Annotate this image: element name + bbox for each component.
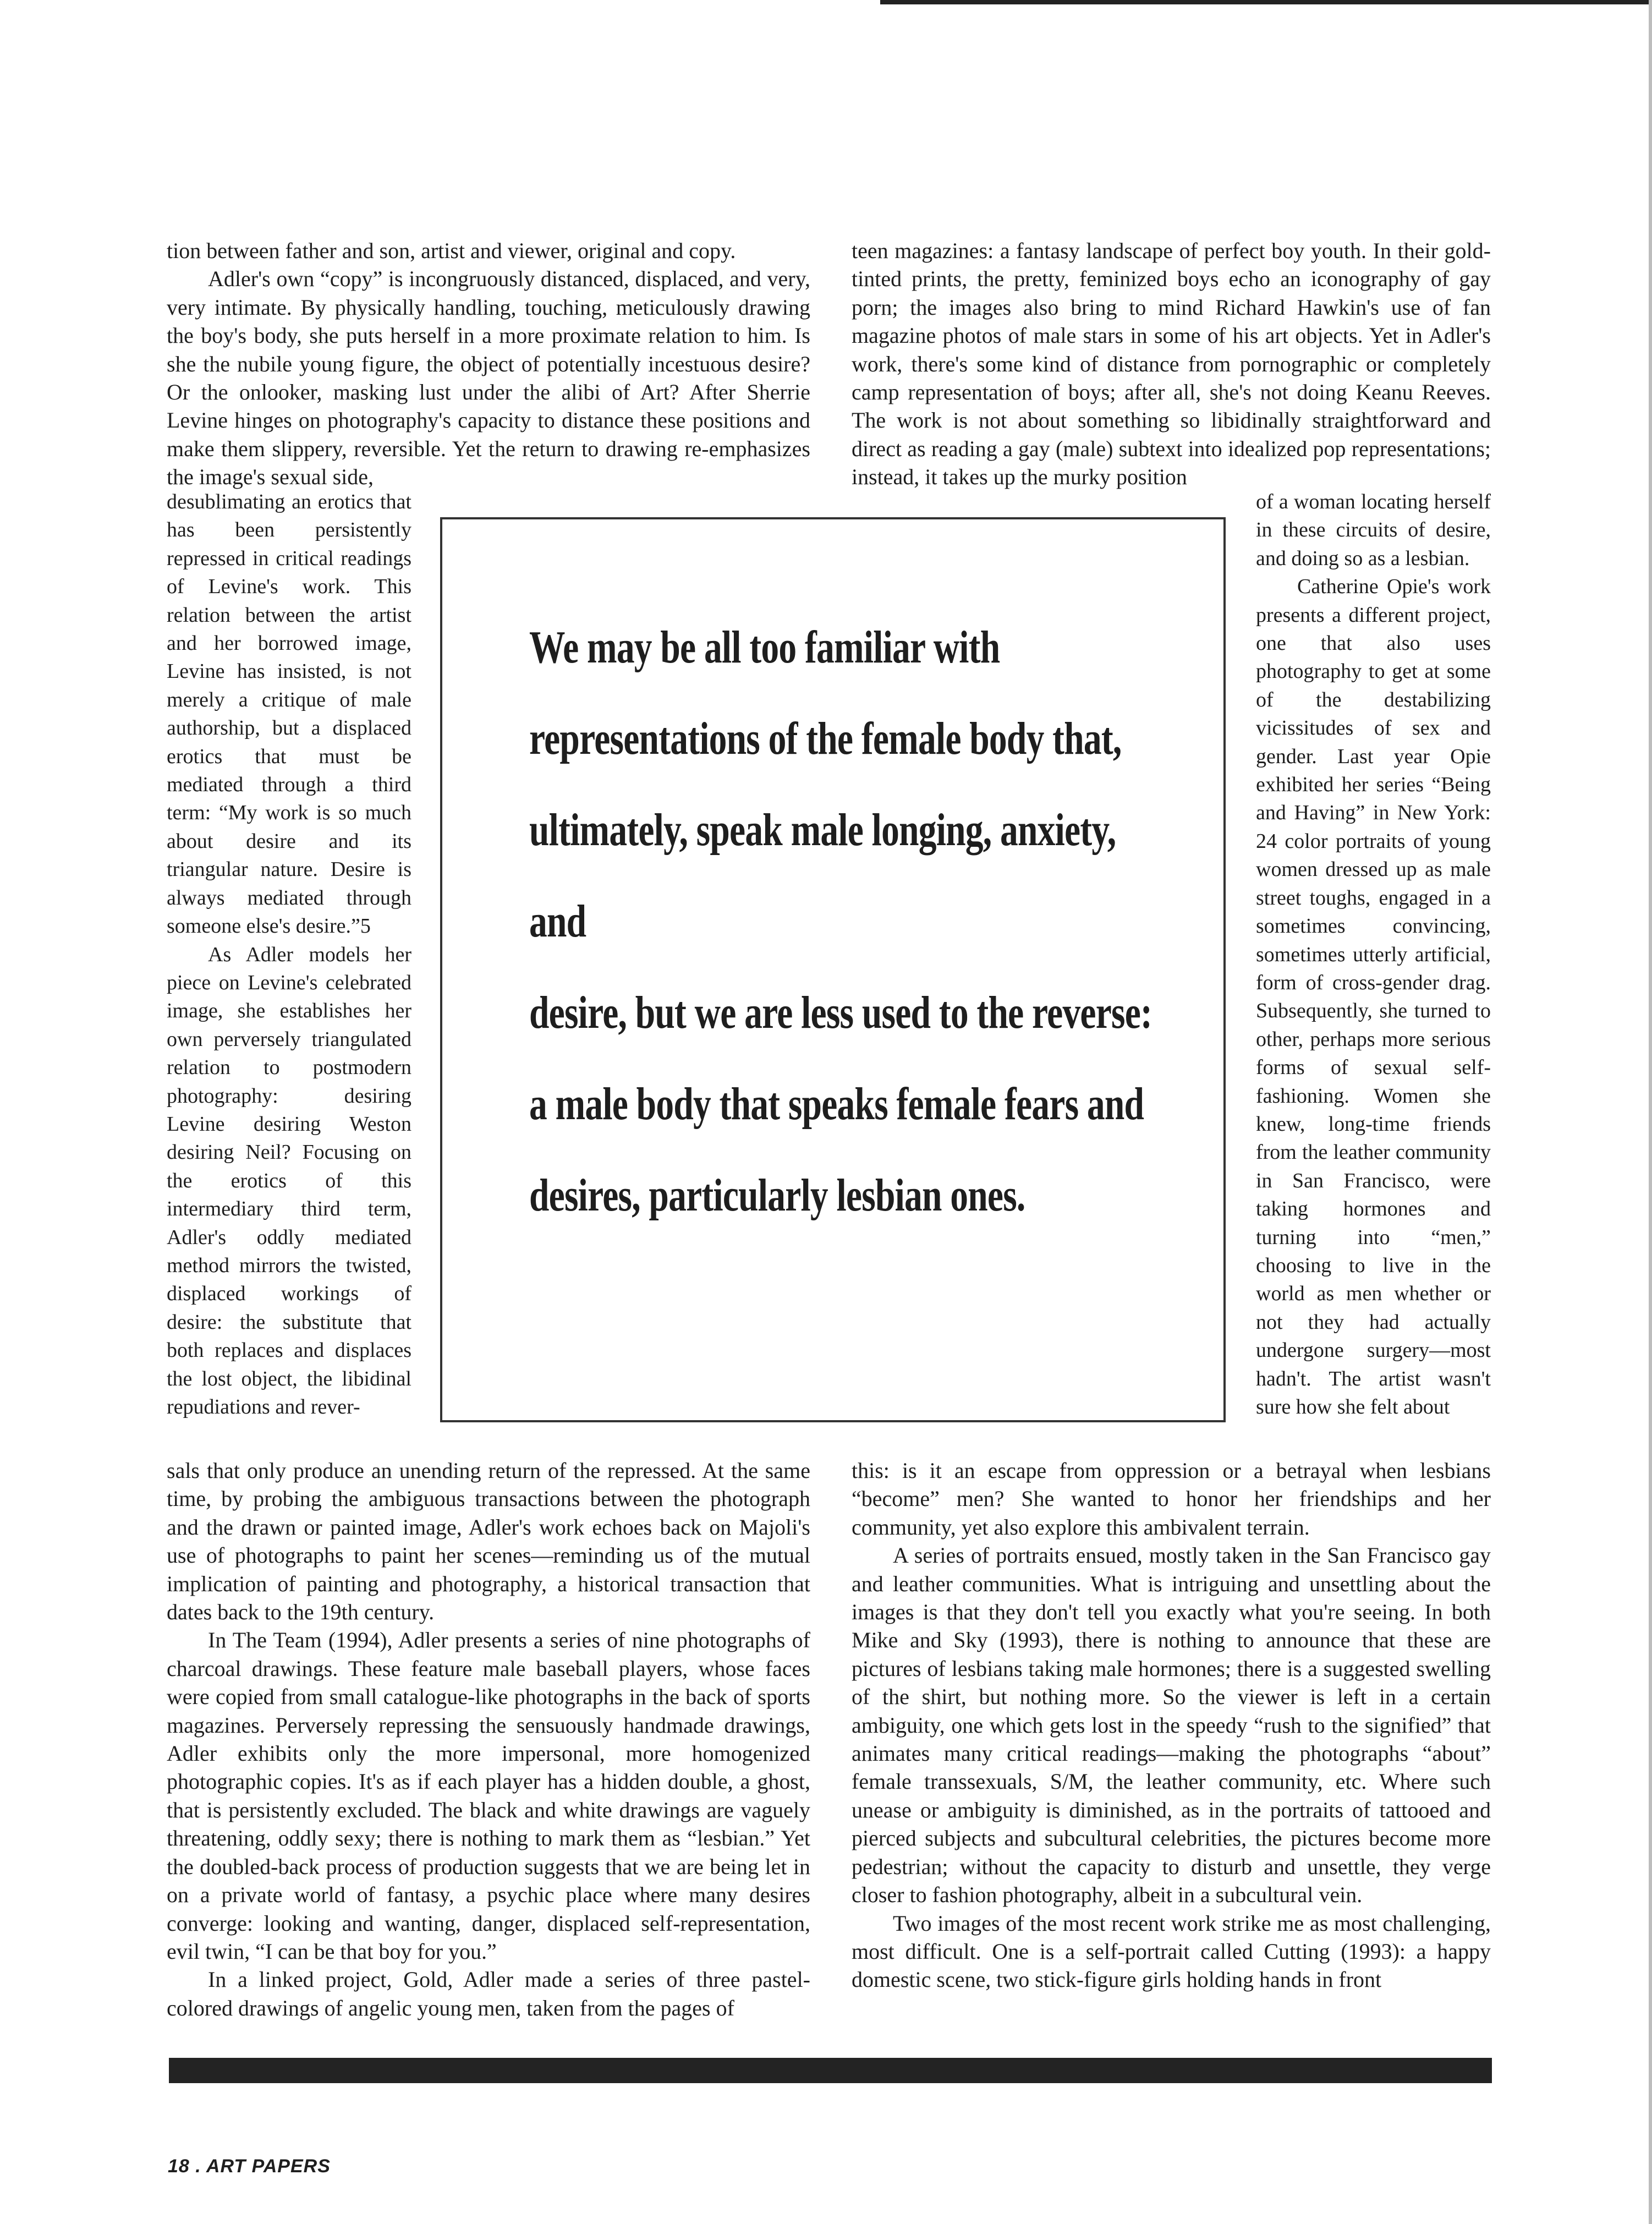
paragraph: Adler's own “copy” is incongruously distanced, displaced, and very, very intimate. By physically handling, touching, meticulously drawing the boy's body, she puts herself in a more proximate relation to him. Is she the nubile young figure, the object of potentially incestuous desire? Or the onlooker, masking lust under the alibi of Art? After Sherrie Levine hinges on photography's capacity to distance these positions and make them slippery, reversible. Yet the return to drawing re-emphasizes the image's sexual side, [167, 266, 816, 490]
column-right-top [852, 237, 1496, 491]
paragraph: teen magazines: a fantasy landscape of perfect boy youth. In their gold-tinted prints, the pretty, feminized boys echo an iconography of gay porn; the images also bring to mind Richard Hawkin's use of fan magazine photos of male stars in some of his art objects. Yet in Adler's work, there's some kind of distance from pornographic or completely camp representation of boys; after all, she's not doing Keanu Reeves. The work is not about something so libidinally straightforward and direct as reading a gay (male) subtext into idealized pop representations; instead, it takes up the murky position [852, 238, 1496, 490]
paragraph: A series of portraits ensued, mostly taken in the San Francisco gay and leather communities. What is intriguing and unsettling about the images is that they don't tell you exactly what you're seeing. In both Mike and Sky (1993), there is nothing to announce that these are pictures of lesbians taking male hormones; there is a suggested swelling of the shirt, but nothing more. So the viewer is left in a certain ambiguity, one which gets lost in the speedy “rush to the signified” that animates many critical readings—making the photographs “about” female transsexuals, S/M, the leather community, etc. Where such unease or ambiguity is diminished, as in the portraits of tattooed and pierced subjects and subcultural celebrities, the pictures become more pedestrian; without the capacity to disturb and unsettle, they verge closer to fashion photography, albeit in a subcultural vein. [852, 1543, 1496, 1908]
pull-quote-line: a male body that speaks female fears and [529, 1078, 1144, 1130]
paragraph: In The Team (1994), Adler presents a series of nine photographs of charcoal drawings. These feature male baseball players, whose faces were copied from small catalogue-like photographs in the back of sports magazines. Perversely repressing the sensuously handmade drawings, Adler exhibits only the more impersonal, more homogenized photographic copies. It's as if each player has a hidden double, a ghost, that is persistently excluded. The black and white drawings are vaguely threatening, oddly sexy; there is nothing to mark them as “lesbian.” Yet the doubled-back process of production suggests that we are being let in on a private world of fantasy, a psychic place where many desires converge: looking and wanting, danger, displaced self-representation, evil twin, “I can be that boy for you.” [167, 1628, 816, 1964]
column-right-bottom [852, 1456, 1496, 1994]
paragraph: Catherine Opie's work presents a different project, one that also uses photography to get at some of the destabilizing vicissitudes of sex and gender. Last year Opie exhibited her series “Being and Having” in New York: 24 color portraits of young women dressed up as male street toughs, engaged in a sometimes convincing, sometimes utterly artificial, form of cross-gender drag. Subsequently, she turned to other, perhaps more serious forms of sexual self-fashioning. Women she knew, long-time friends from the leather community in San Francisco, were taking hormones and turning into “men,” choosing to live in the world as men whether or not they had actually undergone surgery—most hadn't. The artist wasn't sure how she felt about [1256, 575, 1496, 1418]
paragraph: tion between father and son, artist and viewer, original and copy. [167, 238, 736, 263]
pull-quote [529, 602, 1173, 1241]
footer-rule [169, 2058, 1492, 2083]
column-right-narrow [1256, 488, 1496, 1421]
page-edge [1649, 0, 1652, 2224]
pull-quote-line: We may be all too familiar with [529, 622, 1000, 673]
pull-quote-box [440, 517, 1226, 1422]
column-left-top [167, 237, 816, 491]
paragraph: this: is it an escape from oppression or a betrayal when lesbians “become” men? She wanted to honor her friendships and her community, yet also explore this ambivalent terrain. [852, 1458, 1496, 1540]
paragraph: of a woman locating herself in these circuits of desire, and doing so as a lesbian. [1256, 490, 1496, 570]
column-left-bottom [167, 1456, 816, 2022]
paragraph: As Adler models her piece on Levine's celebrated image, she establishes her own perversely triangulated relation to postmodern photography: desiring Levine desiring Weston desiring Neil? Focusing on the erotics of this intermediary third term, Adler's oddly mediated method mirrors the twisted, displaced workings of desire: the substitute that both replaces and displaces the lost object, the libidinal repudiations and rever- [167, 943, 417, 1418]
paragraph: In a linked project, Gold, Adler made a series of three pastel-colored drawings of angelic young men, taken from the pages of [167, 1967, 810, 2020]
pull-quote-line: desire, but we are less used to the reverse: [529, 987, 1152, 1038]
paragraph: sals that only produce an unending return of the repressed. At the same time, by probing the ambiguous transactions between the photograph and the drawn or painted image, Adler's work echoes back on Majoli's use of photographs to paint her scenes—reminding us of the mutual implication of painting and photography, a historical transaction that dates back to the 19th century. [167, 1458, 816, 1625]
pull-quote-line: ultimately, speak male longing, anxiety, and [529, 804, 1116, 947]
column-left-narrow [167, 488, 417, 1421]
top-edge-rule [880, 0, 1652, 4]
page-folio: 18 . ART PAPERS [168, 2156, 331, 2177]
paragraph: Two images of the most recent work strike me as most challenging, most difficult. One is a self-portrait called Cutting (1993): a happy domestic scene, two stick-figure girls holding hands in front [852, 1910, 1496, 1992]
paragraph: desublimating an erotics that has been persistently repressed in critical readings of Levine's work. This relation between the artist and her borrowed image, Levine has insisted, is not merely a critique of male authorship, but a displaced erotics that must be mediated through a third term: “My work is so much about desire and its triangular nature. Desire is always mediated through someone else's desire.”5 [167, 490, 417, 938]
pull-quote-line: representations of the female body that, [529, 713, 1122, 764]
pull-quote-line: desires, particularly lesbian ones. [529, 1170, 1025, 1221]
